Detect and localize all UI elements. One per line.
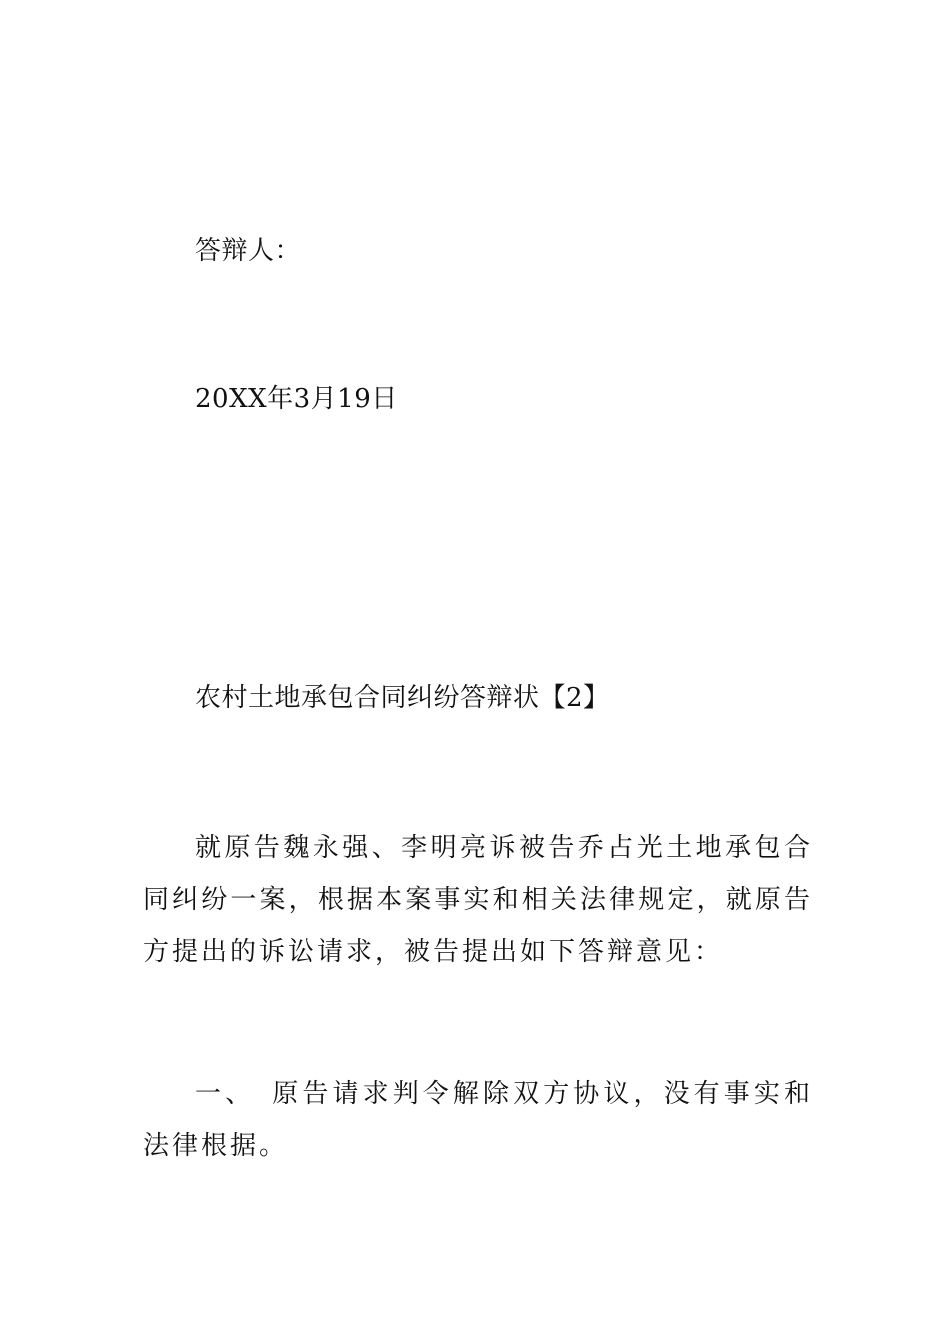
section-title: 农村土地承包合同纠纷答辩状【2】 [195,683,610,713]
signer-label: 答辩人： [195,236,302,266]
intro-paragraph: 就原告魏永强、李明亮诉被告乔占光土地承包合同纠纷一案，根据本案事实和相关法律规定，就原告方提出的诉讼请求，被告提出如下答辩意见： [143,833,813,967]
defense-point-1: 一、 原告请求判令解除双方协议，没有事实和法律根据。 [143,1079,813,1161]
document-date: 20XX年3月19日 [195,384,398,414]
